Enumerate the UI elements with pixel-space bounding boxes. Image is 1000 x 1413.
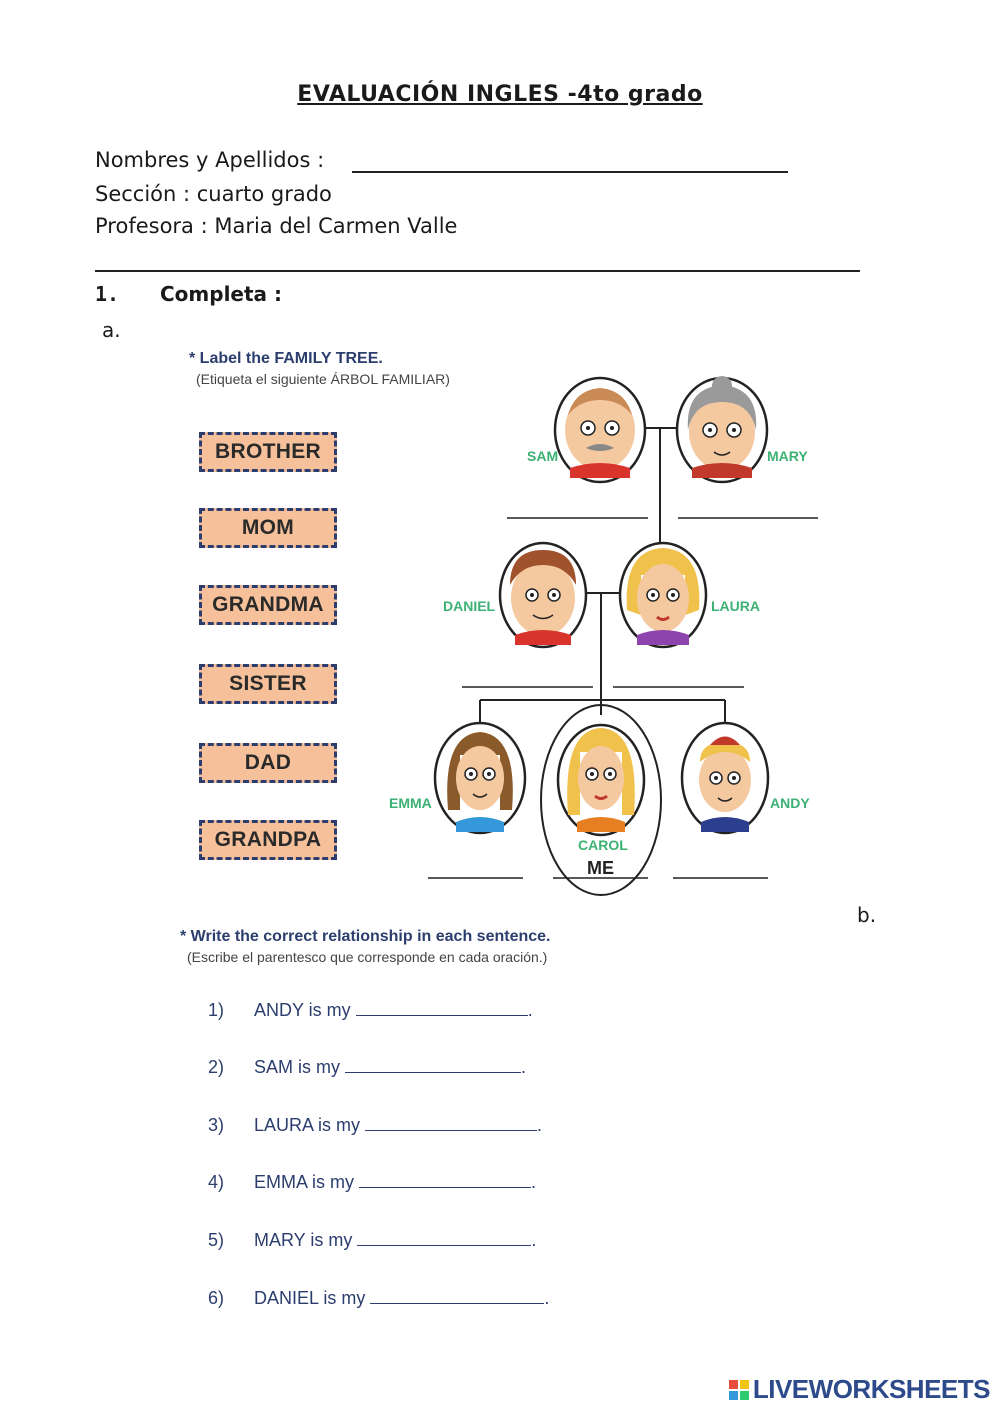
dad-portrait bbox=[500, 543, 586, 647]
logo-square bbox=[740, 1391, 749, 1400]
sentence-number: 4) bbox=[208, 1172, 225, 1192]
answer-blank-2[interactable] bbox=[345, 1058, 521, 1073]
sentence-4 bbox=[208, 1172, 536, 1193]
logo-square bbox=[729, 1391, 738, 1400]
sentence-period: . bbox=[537, 1115, 543, 1135]
sentence-number: 5) bbox=[208, 1230, 225, 1250]
logo-text: LIVEWORKSHEETS bbox=[752, 1374, 990, 1404]
answer-blank-6[interactable] bbox=[370, 1289, 544, 1304]
sentence-period: . bbox=[531, 1230, 537, 1250]
part-b-instruction: * Write the correct relationship in each sentence. bbox=[180, 928, 551, 945]
label-emma: EMMA bbox=[389, 795, 432, 811]
logo-square bbox=[729, 1380, 738, 1389]
sentence-text: SAM is my bbox=[254, 1057, 341, 1077]
logo-square bbox=[740, 1380, 749, 1389]
sentence-3 bbox=[208, 1115, 542, 1136]
sentence-number: 6) bbox=[208, 1288, 225, 1308]
answer-blank-5[interactable] bbox=[357, 1231, 531, 1246]
teacher-line: Profesora : Maria del Carmen Valle bbox=[95, 214, 458, 238]
word-box-grandpa[interactable]: GRANDPA bbox=[199, 820, 337, 860]
part-a-instruction: * Label the FAMILY TREE. bbox=[189, 350, 383, 367]
grandma-portrait bbox=[677, 376, 767, 482]
family-tree bbox=[380, 360, 860, 900]
word-box-sister[interactable]: SISTER bbox=[199, 664, 337, 704]
label-daniel: DANIEL bbox=[443, 598, 496, 614]
logo-grid-icon bbox=[729, 1380, 749, 1400]
word-box-dad[interactable]: DAD bbox=[199, 743, 337, 783]
sentence-text: DANIEL is my bbox=[254, 1288, 366, 1308]
liveworksheets-logo[interactable] bbox=[729, 1374, 990, 1405]
sentence-number: 1) bbox=[208, 1000, 225, 1020]
header-divider bbox=[95, 270, 860, 272]
name-blank[interactable] bbox=[352, 171, 788, 173]
exercise-title: Completa : bbox=[160, 282, 283, 306]
part-a-label: a. bbox=[102, 318, 121, 342]
sentence-6 bbox=[208, 1288, 549, 1309]
part-a-instruction-es: (Etiqueta el siguiente ÁRBOL FAMILIAR) bbox=[196, 371, 450, 387]
sentence-number: 3) bbox=[208, 1115, 225, 1135]
sentence-period: . bbox=[531, 1172, 537, 1192]
sentence-2 bbox=[208, 1057, 526, 1078]
sister-portrait bbox=[435, 723, 525, 833]
label-me: ME bbox=[587, 858, 614, 878]
brother-portrait bbox=[682, 723, 768, 833]
sentence-5 bbox=[208, 1230, 536, 1251]
sentence-text: ANDY is my bbox=[254, 1000, 351, 1020]
sentence-text: LAURA is my bbox=[254, 1115, 361, 1135]
sentence-period: . bbox=[527, 1000, 533, 1020]
sentence-text: EMMA is my bbox=[254, 1172, 355, 1192]
name-label: Nombres y Apellidos : bbox=[95, 148, 325, 172]
word-box-brother[interactable]: BROTHER bbox=[199, 432, 337, 472]
label-andy: ANDY bbox=[770, 795, 810, 811]
mom-portrait bbox=[620, 543, 706, 647]
label-carol: CAROL bbox=[578, 837, 628, 853]
answer-blank-1[interactable] bbox=[356, 1001, 528, 1016]
sentence-1 bbox=[208, 1000, 533, 1021]
part-b-label: b. bbox=[857, 903, 877, 927]
sentence-number: 2) bbox=[208, 1057, 225, 1077]
sentence-period: . bbox=[521, 1057, 527, 1077]
sentence-text: MARY is my bbox=[254, 1230, 353, 1250]
label-sam: SAM bbox=[527, 448, 559, 464]
page-title: EVALUACIÓN INGLES -4to grado bbox=[297, 82, 703, 107]
label-laura: LAURA bbox=[711, 598, 760, 614]
exercise-number: 1. bbox=[95, 282, 120, 306]
word-box-mom[interactable]: MOM bbox=[199, 508, 337, 548]
answer-blank-4[interactable] bbox=[359, 1173, 531, 1188]
grandpa-portrait bbox=[555, 378, 645, 482]
part-b-instruction-es: (Escribe el parentesco que corresponde en cada oración.) bbox=[187, 949, 548, 965]
section-line: Sección : cuarto grado bbox=[95, 182, 332, 206]
sentence-period: . bbox=[544, 1288, 550, 1308]
answer-blank-3[interactable] bbox=[365, 1116, 537, 1131]
word-box-grandma[interactable]: GRANDMA bbox=[199, 585, 337, 625]
label-mary: MARY bbox=[767, 448, 808, 464]
